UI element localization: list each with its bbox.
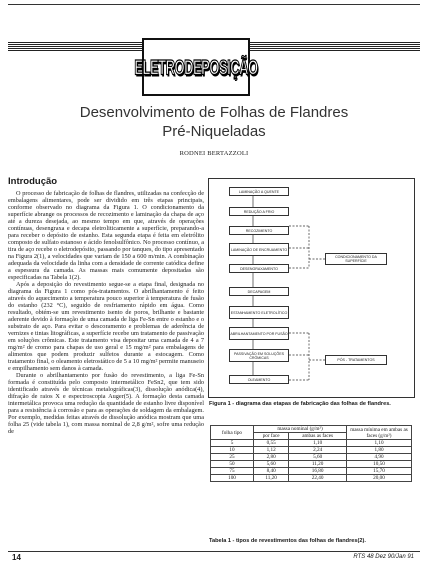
journal-reference: RTS 48 Dez 90/Jan 91 bbox=[353, 554, 414, 560]
flow-group-conditioning: CONDICIONAMENTO DA SUPERFÍCIE bbox=[325, 253, 387, 265]
table-cell: 1,10 bbox=[289, 440, 347, 447]
table-cell: 22,40 bbox=[289, 475, 347, 482]
table-row bbox=[211, 440, 412, 447]
table-cell: 5 bbox=[211, 440, 254, 447]
flow-group-post-treatment: PÓS - TRATAMENTOS bbox=[325, 355, 387, 365]
flow-step-3: RECOZIMENTO bbox=[229, 226, 289, 235]
table-1 bbox=[210, 425, 412, 482]
table-cell: 11,20 bbox=[289, 461, 347, 468]
table-header-nominal: massa nominal (g/m²) bbox=[254, 426, 347, 433]
table-cell: 75 bbox=[211, 468, 254, 475]
table-header-minimum: massa mínima em ambas as faces (g/m²) bbox=[347, 426, 412, 440]
table-cell: 1,10 bbox=[347, 440, 412, 447]
article-title-line2: Pré-Niqueladas bbox=[162, 123, 266, 140]
figure-1-flowchart bbox=[208, 178, 415, 398]
table-row bbox=[211, 461, 412, 468]
table-cell: 2,80 bbox=[254, 454, 289, 461]
table-cell: 5,60 bbox=[254, 461, 289, 468]
flow-step-9: PASSIVAÇÃO EM SOLUÇÕES CRÔMICAS bbox=[229, 349, 289, 362]
figure-1-caption: Figura 1 - diagrama das etapas de fabricação das folhas de flandres. bbox=[209, 401, 391, 407]
table-body bbox=[211, 440, 412, 482]
table-cell: 25 bbox=[211, 454, 254, 461]
paragraph-2: Após a deposição do revestimento segue-se a etapa final, designada no diagrama da Figura 1 como pós-tratamentos. O abrilhantamento é feito através do aquecimento a temperatura pouco superior à temperatura de fusão do estanho (232 °C), seguido de resfriamento rápido em água. Como resultado, obtém-se um revestimento isento de poros, brilhante e bastante aderente devido à formação de uma camada de liga Fe-Sn entre o estanho e o substrato de aço. Para evitar o descoramento e problemas de aderência de vernizes e tintas litográficas, a superfície recebe um tratamento de passivação em soluções crômicas. Este tratamento visa depositar uma camada de 4 a 7 mg/m² de cromo para chapas de uso geral e 15 mg/m² para embalagens de alimentos que podem produzir sulfetos durante a estocagem. Como tratamento final, o oleamento eletrostático de 5 a 10 mg/m² permite manuseio e empilhamento sem danos à camada. bbox=[8, 281, 204, 372]
flow-step-8: ABRILHANTAMENTO POR FUSÃO bbox=[229, 327, 289, 340]
table-cell: 100 bbox=[211, 475, 254, 482]
article-author: RODNEI BERTAZZOLI bbox=[179, 150, 249, 157]
table-cell: 4,90 bbox=[347, 454, 412, 461]
table-row bbox=[211, 454, 412, 461]
table-cell: 1,80 bbox=[347, 447, 412, 454]
table-cell: 20,00 bbox=[347, 475, 412, 482]
table-row bbox=[211, 475, 412, 482]
table-cell: 2,24 bbox=[289, 447, 347, 454]
left-column bbox=[8, 176, 204, 435]
section-title: ELETRODEPOSIÇÃO bbox=[134, 55, 258, 79]
table-cell: 50 bbox=[211, 461, 254, 468]
table-cell: 0,55 bbox=[254, 440, 289, 447]
flow-step-1: LAMINAÇÃO A QUENTE bbox=[229, 187, 289, 196]
flow-step-10: OLEAMENTO bbox=[229, 375, 289, 384]
section-heading: Introdução bbox=[8, 176, 58, 187]
paragraph-1: O processo de fabricação de folhas de flandres, utilizadas na confecção de embalagens alimentares, pode ser dividido em três etapas principais, conforme observado no diagrama da Figura 1. O condicionamento da superfície abrange os processos de recozimento e laminação da chapa de aço até a dureza desejada, ao mesmo tempo em que, através de operações contínuas, desengraxa e decapa eletroliticamente a superfície, preparando-a para receber o depósito de estanho. Esta segunda etapa é feita em eletrólito composto de sulfato estanoso e ácido fenolsulfônico. No processo contínuo, a tira de aço recebe o eletrodepósito, passando por tanques, do tipo apresentado na Figura 2(1), a velocidades que variam de 150 a 600 m/min. A combinação adequada da velocidade da linha com a densidade de corrente catódica define a espessura da camada. As massas mais comumente depositadas são especificadas na Tabela 1(2). bbox=[8, 190, 204, 281]
flow-step-2: REDUÇÃO A FRIO bbox=[229, 207, 289, 216]
table-cell: 11,20 bbox=[254, 475, 289, 482]
flow-step-5: DESENGRAXAMENTO bbox=[229, 264, 289, 273]
table-cell: 16,80 bbox=[289, 468, 347, 475]
table-cell: 15,70 bbox=[347, 468, 412, 475]
table-1-caption: Tabela 1 - tipos de revestimentos das folhas de flandres(2). bbox=[209, 538, 366, 544]
footer-rule bbox=[8, 551, 420, 552]
paragraph-3: Durante o abrilhantamento por fusão do revestimento, a liga Fe-Sn formada é constituída pelo composto intermetálico FeSn2, que tem sido identificado através de técnicas metalográficas(3), dissolução anódica(4), difração de raios X e espectroscopia Auger(5). A formação desta camada intermetálica provoca uma redução da quantidade de estanho livre disponível para a resistência à corrosão e para as operações de soldagem da embalagem. Por exemplo, medidas feitas através de dissolução anódica mostram que uma folha 25 (vide tabela 1), com massa nominal de 2,8 g/m², sofre uma redução de bbox=[8, 372, 204, 435]
page-number: 14 bbox=[12, 553, 21, 562]
table-cell: 5,60 bbox=[289, 454, 347, 461]
flow-step-4: LAMINAÇÃO DE ENCRUAMENTO bbox=[229, 243, 289, 256]
table-cell: 10,50 bbox=[347, 461, 412, 468]
table-cell: 10 bbox=[211, 447, 254, 454]
table-row bbox=[211, 447, 412, 454]
header-rule bbox=[8, 4, 420, 5]
table-header-per-face: por face bbox=[254, 433, 289, 440]
flow-step-7: ESTANHAMENTO ELETROLÍTICO bbox=[229, 306, 289, 319]
section-banner bbox=[134, 38, 258, 96]
table-cell: 8,40 bbox=[254, 468, 289, 475]
table-header-both-faces: ambas as faces bbox=[289, 433, 347, 440]
table-header-type: folha tipo bbox=[211, 426, 254, 440]
article-title-line1: Desenvolvimento de Folhas de Flandres bbox=[79, 104, 349, 121]
flow-step-6: DECAPAGEM bbox=[229, 287, 289, 296]
table-cell: 1,12 bbox=[254, 447, 289, 454]
table-row bbox=[211, 468, 412, 475]
